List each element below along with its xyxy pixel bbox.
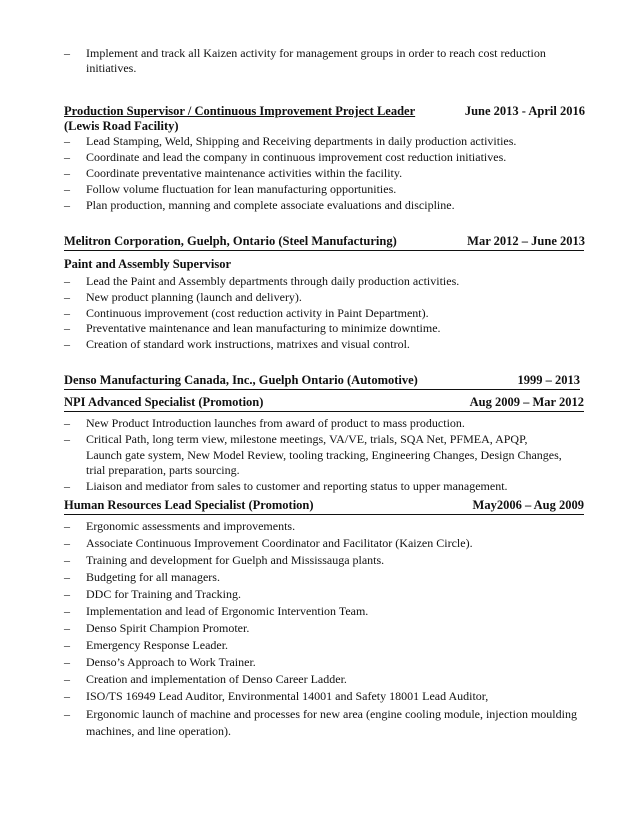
list-item: – Ergonomic launch of machine and processes for new area (engine cooling module, injection moulding machines, and line operation). (64, 707, 577, 738)
list-item: – Follow volume fluctuation for lean manufacturing opportunities. (64, 182, 397, 196)
list-item: – Lead the Paint and Assembly departments through daily production activities. (64, 274, 460, 288)
list-item: – Denso Spirit Champion Promoter. (64, 621, 250, 635)
list-item: – Budgeting for all managers. (64, 570, 220, 584)
list-item: – Preventative maintenance and lean manufacturing to minimize downtime. (64, 321, 441, 335)
section3-divider (64, 389, 580, 390)
section1-subtitle: (Lewis Road Facility) (64, 119, 179, 133)
list-item: – Coordinate and lead the company in continuous improvement cost reduction initiatives. (64, 150, 507, 164)
role1-title: NPI Advanced Specialist (Promotion) (64, 395, 264, 409)
section3-header (64, 372, 580, 388)
role2-dates: May2006 – Aug 2009 (472, 498, 584, 512)
role2-divider (64, 514, 584, 515)
list-item: – New Product Introduction launches from award of product to mass production. (64, 416, 465, 430)
list-item: – Associate Continuous Improvement Coordinator and Facilitator (Kaizen Circle). (64, 536, 473, 550)
list-item: – Emergency Response Leader. (64, 638, 229, 652)
list-item-continuation: Launch gate system, New Model Review, tooling tracking, Engineering Changes, Design Changes, (86, 448, 562, 462)
list-item: – Creation of standard work instructions, matrixes and visual control. (64, 337, 410, 351)
list-item: – Ergonomic assessments and improvements. (64, 519, 296, 533)
list-item: – Critical Path, long term view, milestone meetings, VA/VE, trials, SQA Net, PFMEA, APQP, (64, 432, 528, 446)
section1-header (64, 103, 585, 119)
section2-header (64, 233, 585, 249)
bullet-dash: – (64, 46, 70, 60)
role2-header (64, 497, 584, 513)
list-item: – Coordinate preventative maintenance activities within the facility. (64, 166, 403, 180)
role1-header (64, 394, 584, 410)
list-item: – Training and development for Guelph and Mississauga plants. (64, 553, 385, 567)
section2-divider (64, 250, 584, 251)
list-item: – Continuous improvement (cost reduction activity in Paint Department). (64, 306, 429, 320)
list-item-continuation: trial preparation, parts sourcing. (86, 463, 240, 477)
list-item: – ISO/TS 16949 Lead Auditor, Environmental 14001 and Safety 18001 Lead Auditor, (64, 689, 489, 703)
list-item: – Denso’s Approach to Work Trainer. (64, 655, 256, 669)
list-item: – Liaison and mediator from sales to customer and reporting status to upper management. (64, 479, 508, 493)
list-item: – Plan production, manning and complete associate evaluations and discipline. (64, 198, 455, 212)
section3-dates: 1999 – 2013 (517, 373, 580, 387)
list-item: – New product planning (launch and delivery). (64, 290, 302, 304)
section3-company: Denso Manufacturing Canada, Inc., Guelph Ontario (Automotive) (64, 373, 418, 387)
list-item: – Implementation and lead of Ergonomic Intervention Team. (64, 604, 369, 618)
list-item: – DDC for Training and Tracking. (64, 587, 242, 601)
intro-bullet: – Implement and track all Kaizen activity for management groups in order to reach cost reduction initiatives. (64, 46, 546, 75)
role1-divider (64, 411, 584, 412)
list-item: – Creation and implementation of Denso Career Ladder. (64, 672, 347, 686)
section1-title: Production Supervisor / Continuous Improvement Project Leader (64, 104, 416, 118)
section2-dates: Mar 2012 – June 2013 (467, 234, 585, 248)
role1-dates: Aug 2009 – Mar 2012 (469, 395, 584, 409)
section1-dates: June 2013 - April 2016 (464, 104, 585, 118)
section2-company: Melitron Corporation, Guelph, Ontario (Steel Manufacturing) (64, 234, 397, 248)
role2-title: Human Resources Lead Specialist (Promotion) (64, 498, 314, 512)
list-item: – Lead Stamping, Weld, Shipping and Receiving departments in daily production activities. (64, 134, 517, 148)
section2-role: Paint and Assembly Supervisor (64, 257, 232, 271)
